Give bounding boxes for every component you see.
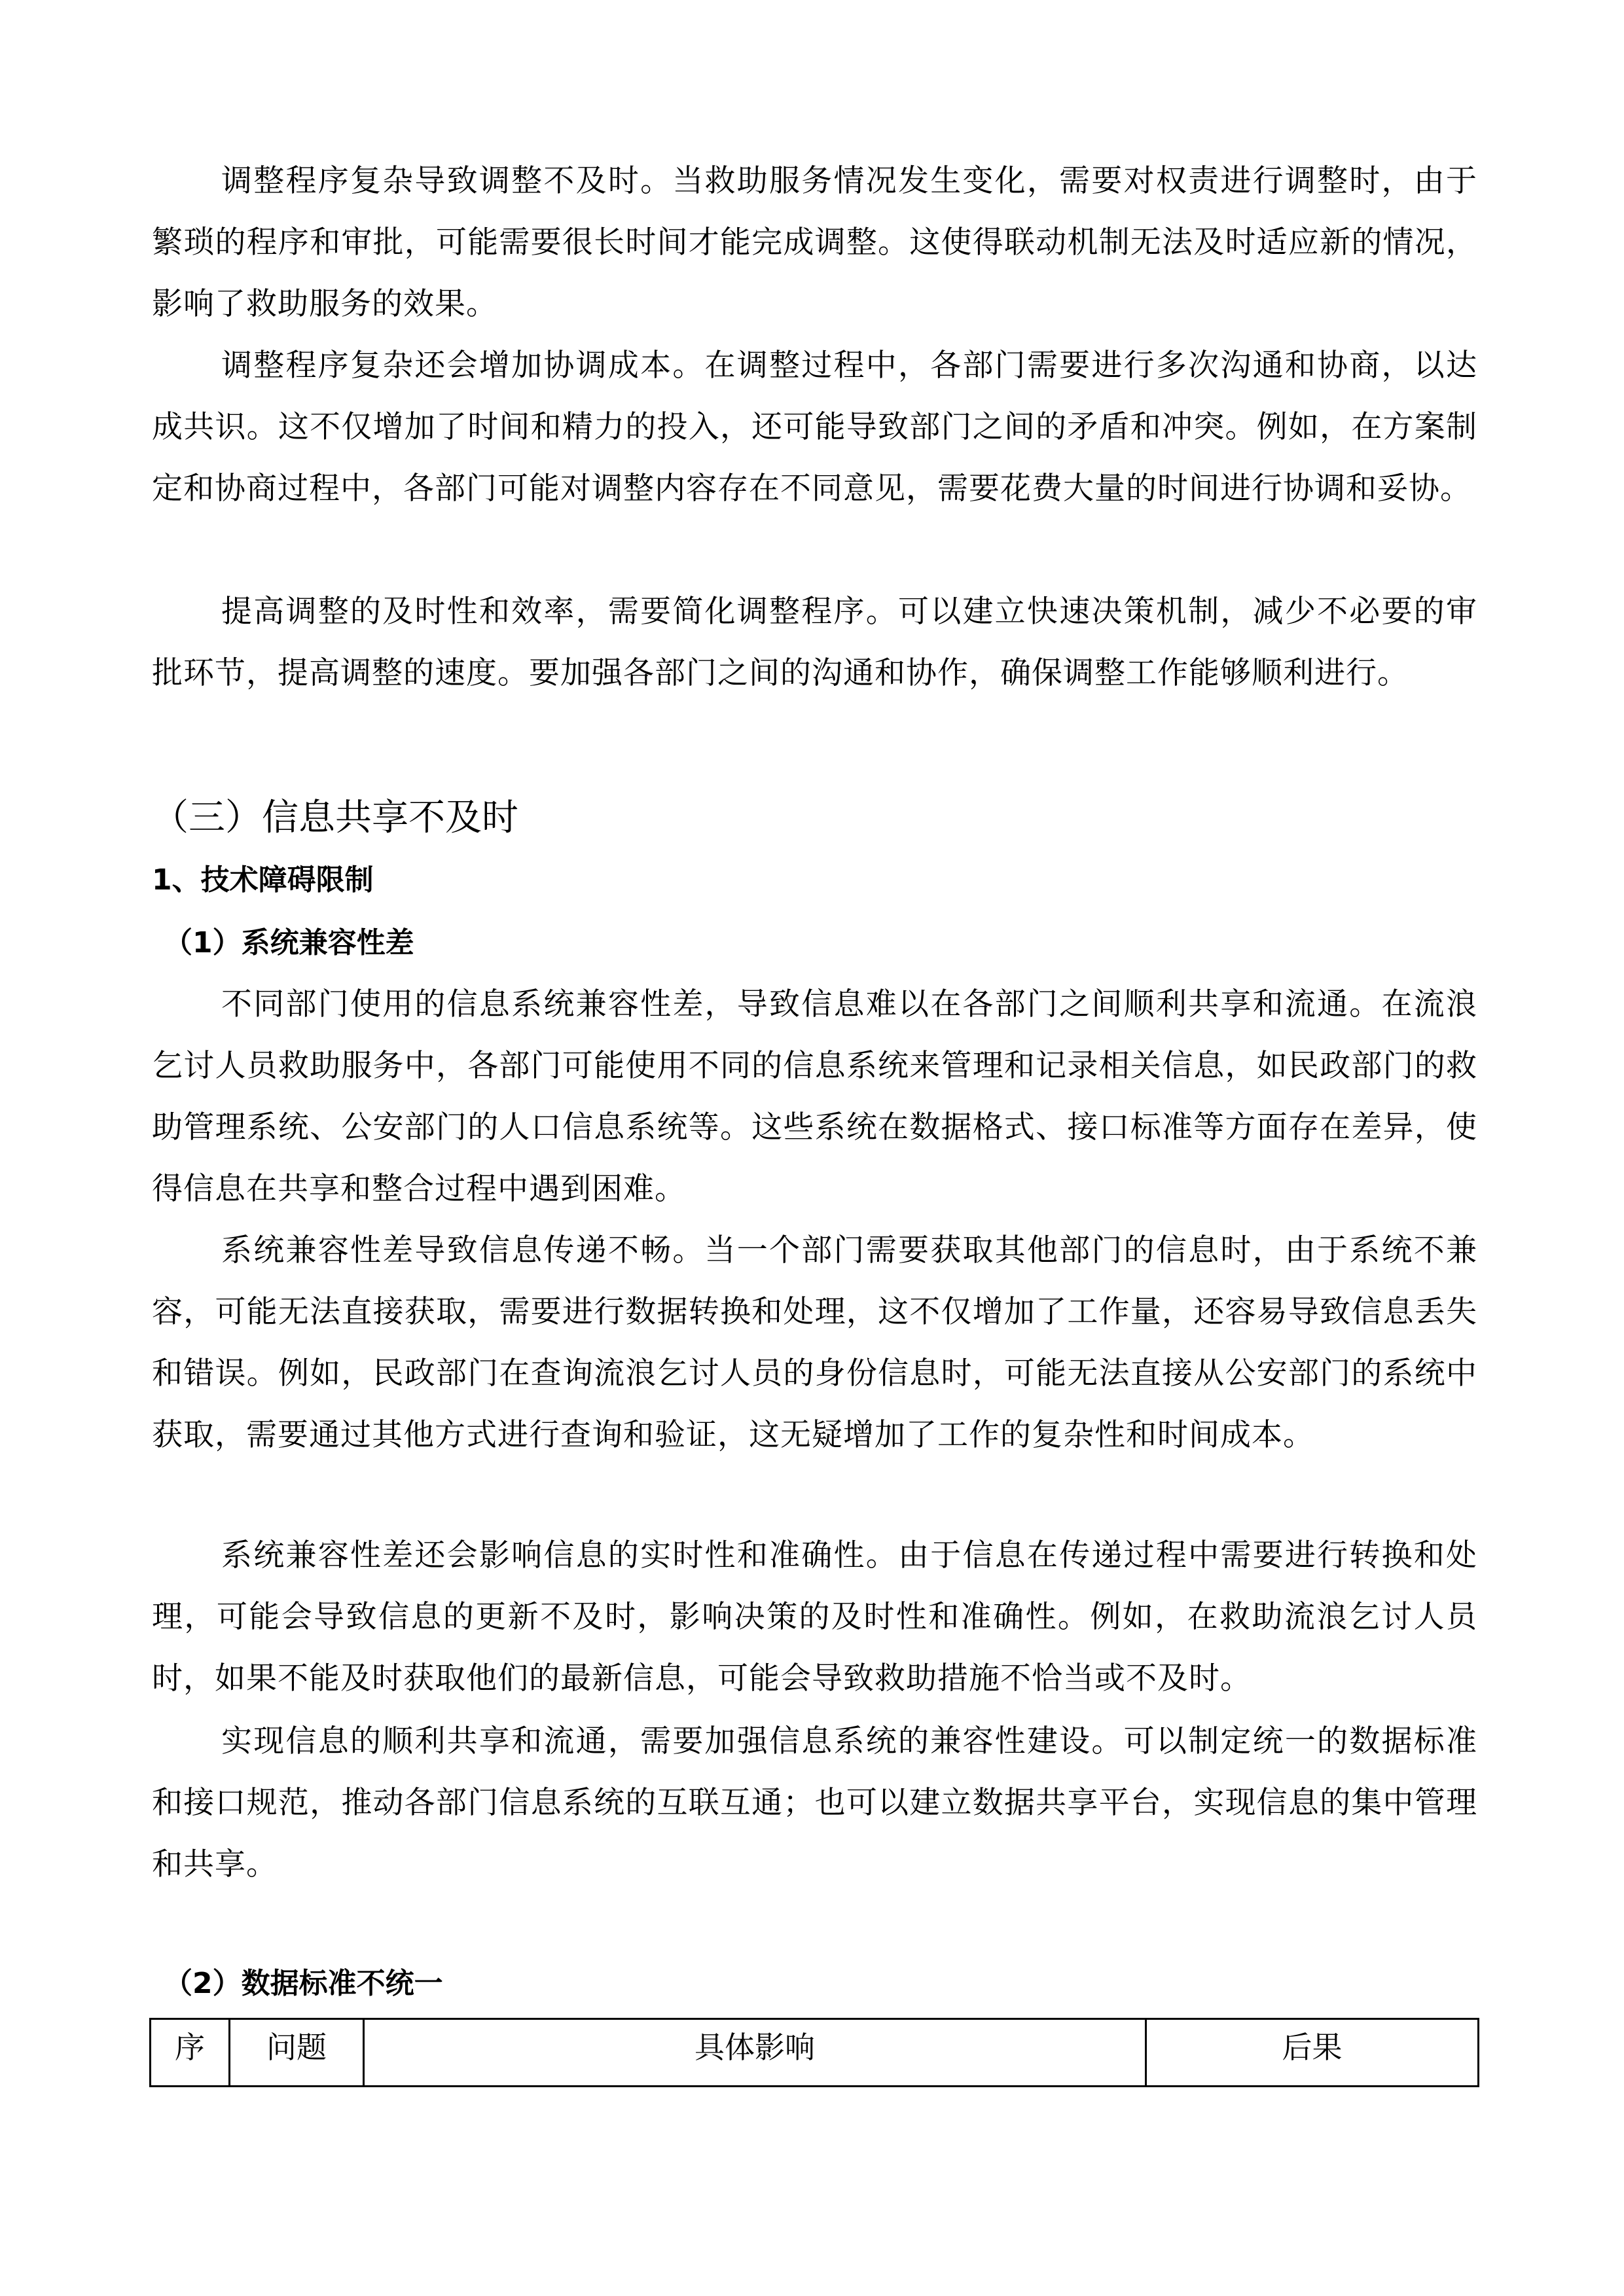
table-header-row	[151, 2019, 1479, 2087]
subheading-system-compatibility: （1）系统兼容性差	[164, 926, 414, 960]
table-header-consequence: 后果	[1146, 2019, 1479, 2087]
paragraph-different-systems: 不同部门使用的信息系统兼容性差，导致信息难以在各部门之间顺利共享和流通。在流浪乞讨人员救助服务中，各部门可能使用不同的信息系统来管理和记录相关信息，如民政部门的救助管理系统、公安部门的人口信息系统等。这些系统在数据格式、接口标准等方面存在差异，使得信息在共享和整合过程中遇到困难。	[152, 986, 1477, 1207]
paragraph-adjustment-delay: 调整程序复杂导致调整不及时。当救助服务情况发生变化，需要对权责进行调整时，由于繁琐的程序和审批，可能需要很长时间才能完成调整。这使得联动机制无法及时适应新的情况，影响了救助服务的效果。	[152, 163, 1477, 322]
paragraph-compatibility-building: 实现信息的顺利共享和流通，需要加强信息系统的兼容性建设。可以制定统一的数据标准和接口规范，推动各部门信息系统的互联互通；也可以建立数据共享平台，实现信息的集中管理和共享。	[152, 1723, 1477, 1882]
paragraph-transmission-problems: 系统兼容性差导致信息传递不畅。当一个部门需要获取其他部门的信息时，由于系统不兼容，可能无法直接获取，需要进行数据转换和处理，这不仅增加了工作量，还容易导致信息丢失和错误。例如，民政部门在查询流浪乞讨人员的身份信息时，可能无法直接从公安部门的系统中获取，需要通过其他方式进行查询和验证，这无疑增加了工作的复杂性和时间成本。	[152, 1232, 1477, 1453]
table-header-issue: 问题	[230, 2019, 364, 2087]
section-heading: （三）信息共享不及时	[152, 797, 518, 839]
subheading-data-standards: （2）数据标准不统一	[164, 1967, 443, 2000]
table-header-impact: 具体影响	[364, 2019, 1146, 2087]
paragraph-coordination-cost: 调整程序复杂还会增加协调成本。在调整过程中，各部门需要进行多次沟通和协商，以达成共识。这不仅增加了时间和精力的投入，还可能导致部门之间的矛盾和冲突。例如，在方案制定和协商过程中，各部门可能对调整内容存在不同意见，需要花费大量的时间进行协调和妥协。	[152, 348, 1477, 507]
paragraph-improve-efficiency: 提高调整的及时性和效率，需要简化调整程序。可以建立快速决策机制，减少不必要的审批环节，提高调整的速度。要加强各部门之间的沟通和协作，确保调整工作能够顺利进行。	[152, 594, 1477, 691]
data-standards-table	[149, 2018, 1479, 2087]
table-header-index: 序	[151, 2019, 230, 2087]
subheading-technical-barriers: 1、技术障碍限制	[152, 863, 374, 897]
paragraph-realtime-accuracy: 系统兼容性差还会影响信息的实时性和准确性。由于信息在传递过程中需要进行转换和处理，可能会导致信息的更新不及时，影响决策的及时性和准确性。例如，在救助流浪乞讨人员时，如果不能及时获取他们的最新信息，可能会导致救助措施不恰当或不及时。	[152, 1537, 1477, 1696]
